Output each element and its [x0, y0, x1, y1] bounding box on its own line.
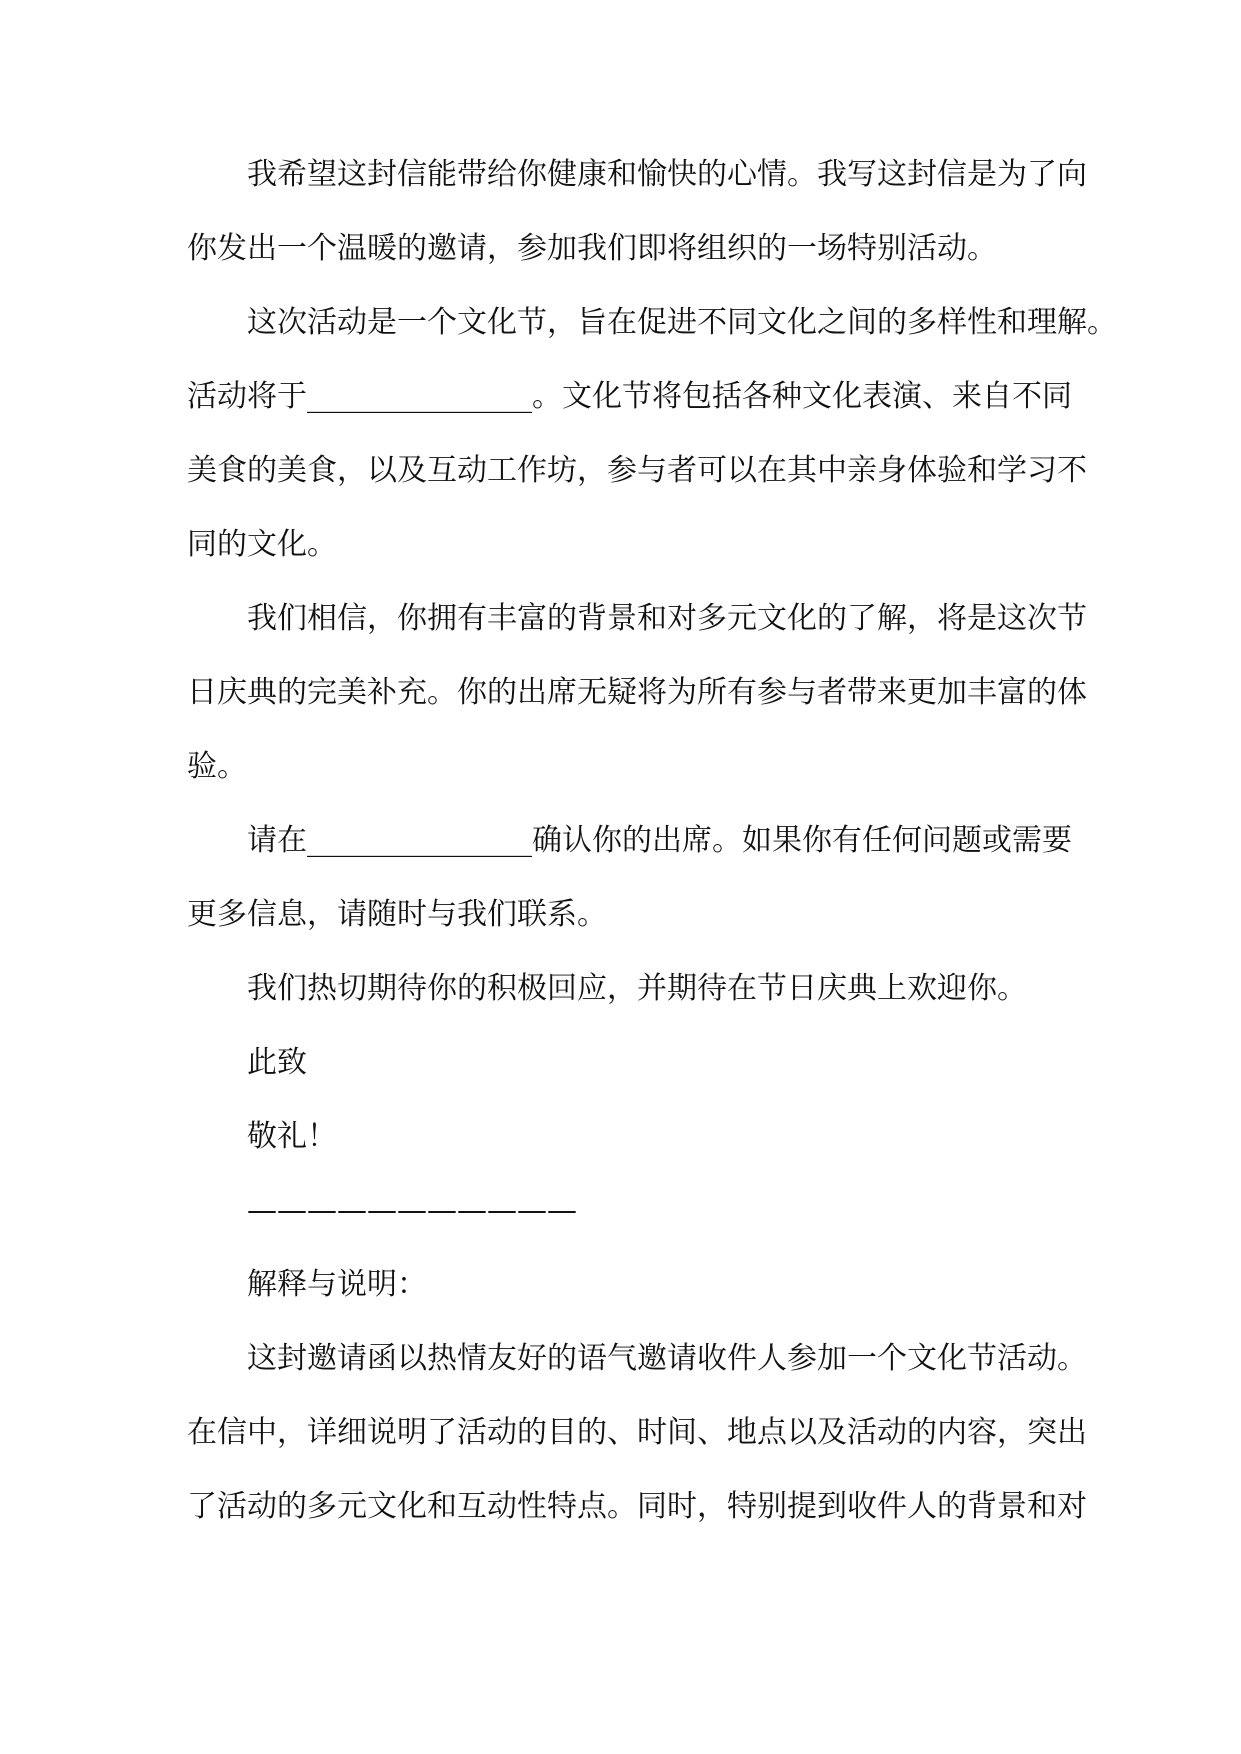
- text-line: 请在_______________确认你的出席。如果你有任何问题或需要: [247, 823, 1072, 858]
- letter-body: [187, 138, 1117, 1544]
- text-line: 同的文化。: [187, 527, 337, 562]
- text-line: 美食的美食，以及互动工作坊，参与者可以在其中亲身体验和学习不: [187, 453, 1087, 488]
- separator-line: ———————————: [247, 1193, 577, 1228]
- closing-salutation: 此致: [247, 1045, 307, 1080]
- text-line: 我们相信，你拥有丰富的背景和对多元文化的了解，将是这次节: [247, 601, 1087, 636]
- text-line: 这次活动是一个文化节，旨在促进不同文化之间的多样性和理解。: [247, 305, 1117, 340]
- text-line: 在信中，详细说明了活动的目的、时间、地点以及活动的内容，突出: [187, 1415, 1087, 1450]
- closing-regards: 敬礼！: [247, 1119, 337, 1154]
- text-line: 这封邀请函以热情友好的语气邀请收件人参加一个文化节活动。: [247, 1341, 1087, 1376]
- text-line: 验。: [187, 749, 247, 784]
- text-line: 你发出一个温暖的邀请，参加我们即将组织的一场特别活动。: [187, 231, 997, 266]
- text-line: 活动将于_______________。文化节将包括各种文化表演、来自不同: [187, 379, 1072, 414]
- text-line: 我希望这封信能带给你健康和愉快的心情。我写这封信是为了向: [247, 157, 1087, 192]
- text-line: 更多信息，请随时与我们联系。: [187, 897, 607, 932]
- explanation-heading: 解释与说明：: [247, 1267, 427, 1302]
- text-line: 日庆典的完美补充。你的出席无疑将为所有参与者带来更加丰富的体: [187, 675, 1087, 710]
- text-line: 我们热切期待你的积极回应，并期待在节日庆典上欢迎你。: [247, 971, 1027, 1006]
- text-line: 了活动的多元文化和互动性特点。同时，特别提到收件人的背景和对: [187, 1489, 1087, 1524]
